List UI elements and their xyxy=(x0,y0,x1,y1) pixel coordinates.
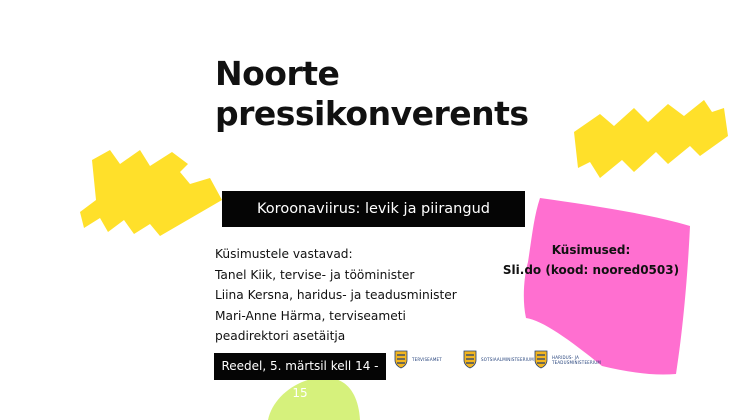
logo-name xyxy=(552,355,601,365)
questions-block xyxy=(496,240,686,280)
logo-name-line: SOTSIAALMINISTEERIUM xyxy=(481,357,534,362)
green-blob-shape xyxy=(268,377,360,420)
logo-name xyxy=(412,357,442,362)
logo-name-line: HARIDUS- JA xyxy=(552,354,580,360)
logo-terviseamet xyxy=(394,350,442,369)
yellow-zigzag-shape-left xyxy=(80,150,222,236)
answerer-line: Tanel Kiik, tervise- ja tööminister xyxy=(215,267,415,282)
questions-info: Sli.do (kood: noored0503) xyxy=(502,263,680,277)
date-banner: Reedel, 5. märtsil kell 14 - 15 xyxy=(214,353,386,380)
title-line-1: Noorte xyxy=(215,54,340,93)
answerers-heading: Küsimustele vastavad: xyxy=(215,247,353,261)
answerer-line: Liina Kersna, haridus- ja teadusminister xyxy=(215,288,457,302)
logo-name xyxy=(481,357,534,362)
answerer-line: Mari-Anne Härma, terviseameti xyxy=(215,308,406,323)
logo-haridus-ja-teadusministeerium xyxy=(534,350,601,369)
logo-name-line: TERVISEAMET xyxy=(412,357,442,362)
title-line-2: pressikonverents xyxy=(215,94,529,133)
page-title xyxy=(215,54,529,134)
logo-name-line: TEADUSMINISTEERIUM xyxy=(552,359,602,365)
estonian-coat-of-arms-icon xyxy=(394,350,408,369)
estonian-coat-of-arms-icon xyxy=(534,350,548,369)
pink-blob-shape xyxy=(524,198,690,375)
estonian-coat-of-arms-icon xyxy=(463,350,477,369)
yellow-zigzag-shape-right xyxy=(574,100,728,178)
answerer-line: peadirektori asetäitja xyxy=(215,329,346,343)
answerers-block xyxy=(215,244,457,347)
topic-banner: Koroonaviirus: levik ja piirangud xyxy=(222,191,525,227)
questions-heading: Küsimused: xyxy=(551,243,631,257)
logo-sotsiaalministeerium xyxy=(463,350,534,369)
